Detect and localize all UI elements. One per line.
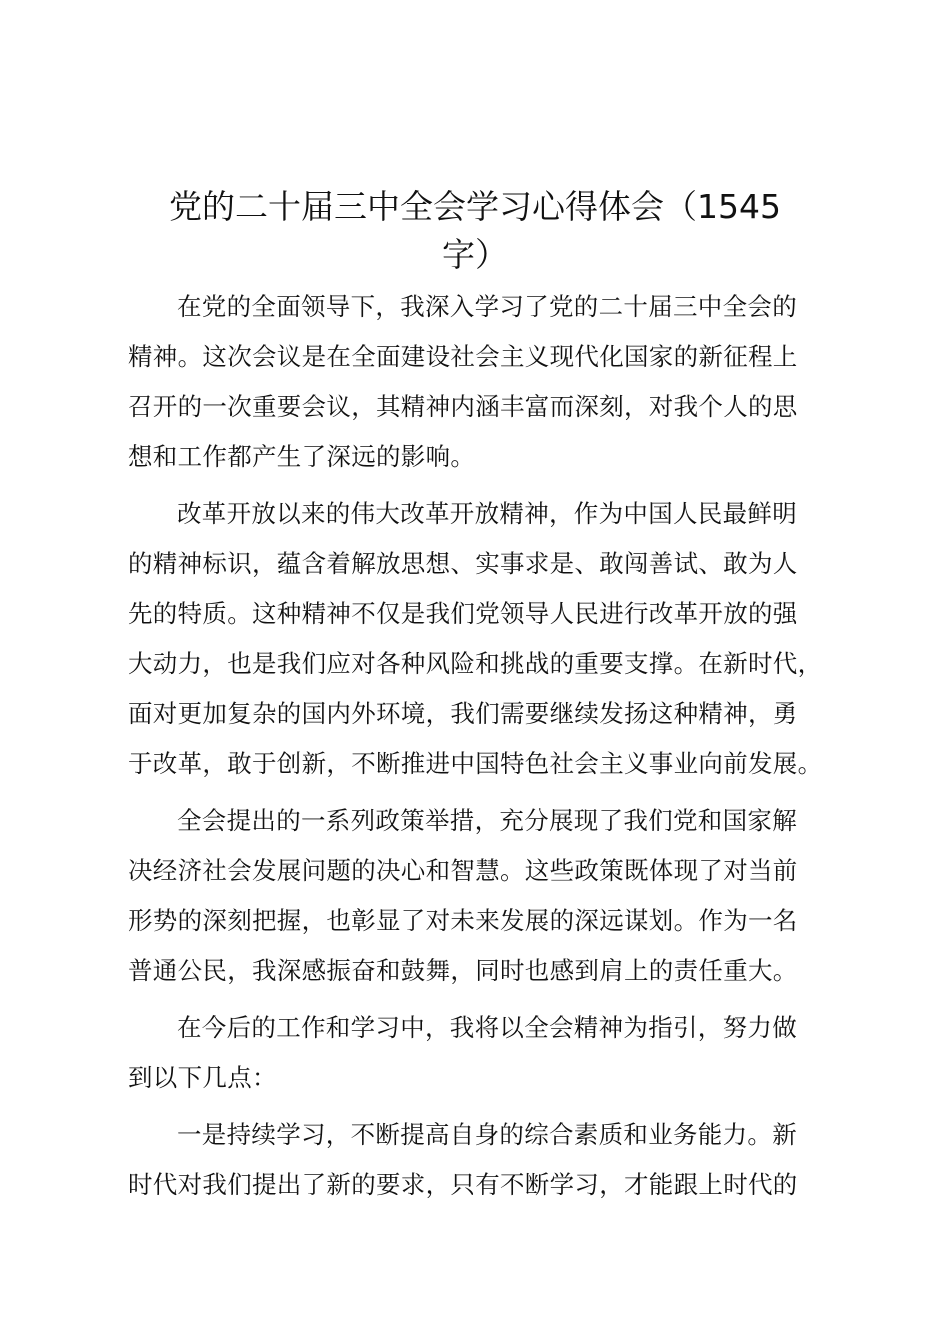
title-line-2: 字）	[442, 235, 508, 274]
paragraph-line: 决经济社会发展问题的决心和智慧。这些政策既体现了对当前	[128, 856, 798, 885]
paragraph-line: 全会提出的一系列政策举措，充分展现了我们党和国家解	[177, 806, 797, 835]
document-body	[128, 282, 833, 1217]
paragraph-line: 改革开放以来的伟大改革开放精神，作为中国人民最鲜明	[177, 499, 797, 528]
paragraph-line: 于改革，敢于创新，不断推进中国特色社会主义事业向前发展。	[128, 749, 823, 778]
paragraph-line: 一是持续学习，不断提高自身的综合素质和业务能力。新	[177, 1120, 797, 1149]
paragraph-line: 普通公民，我深感振奋和鼓舞，同时也感到肩上的责任重大。	[128, 956, 798, 985]
paragraph-line: 到以下几点：	[128, 1063, 277, 1092]
paragraph-2	[128, 489, 833, 789]
document-title	[120, 183, 830, 279]
paragraph-line: 面对更加复杂的国内外环境，我们需要继续发扬这种精神，勇	[128, 699, 798, 728]
paragraph-line: 精神。这次会议是在全面建设社会主义现代化国家的新征程上	[128, 342, 798, 371]
paragraph-line: 形势的深刻把握，也彰显了对未来发展的深远谋划。作为一名	[128, 906, 798, 935]
paragraph-line: 在党的全面领导下，我深入学习了党的二十届三中全会的	[177, 292, 797, 321]
paragraph-line: 想和工作都产生了深远的影响。	[128, 442, 476, 471]
paragraph-line: 大动力，也是我们应对各种风险和挑战的重要支撑。在新时代，	[128, 649, 823, 678]
paragraph-line: 召开的一次重要会议，其精神内涵丰富而深刻，对我个人的思	[128, 392, 798, 421]
title-line-1: 党的二十届三中全会学习心得体会（1545	[169, 187, 781, 226]
paragraph-1	[128, 282, 833, 482]
paragraph-3	[128, 796, 833, 996]
paragraph-line: 时代对我们提出了新的要求，只有不断学习，才能跟上时代的	[128, 1170, 798, 1199]
paragraph-line: 在今后的工作和学习中，我将以全会精神为指引，努力做	[177, 1013, 797, 1042]
paragraph-5	[128, 1110, 833, 1210]
paragraph-line: 先的特质。这种精神不仅是我们党领导人民进行改革开放的强	[128, 599, 798, 628]
paragraph-line: 的精神标识，蕴含着解放思想、实事求是、敢闯善试、敢为人	[128, 549, 798, 578]
paragraph-4	[128, 1003, 833, 1103]
